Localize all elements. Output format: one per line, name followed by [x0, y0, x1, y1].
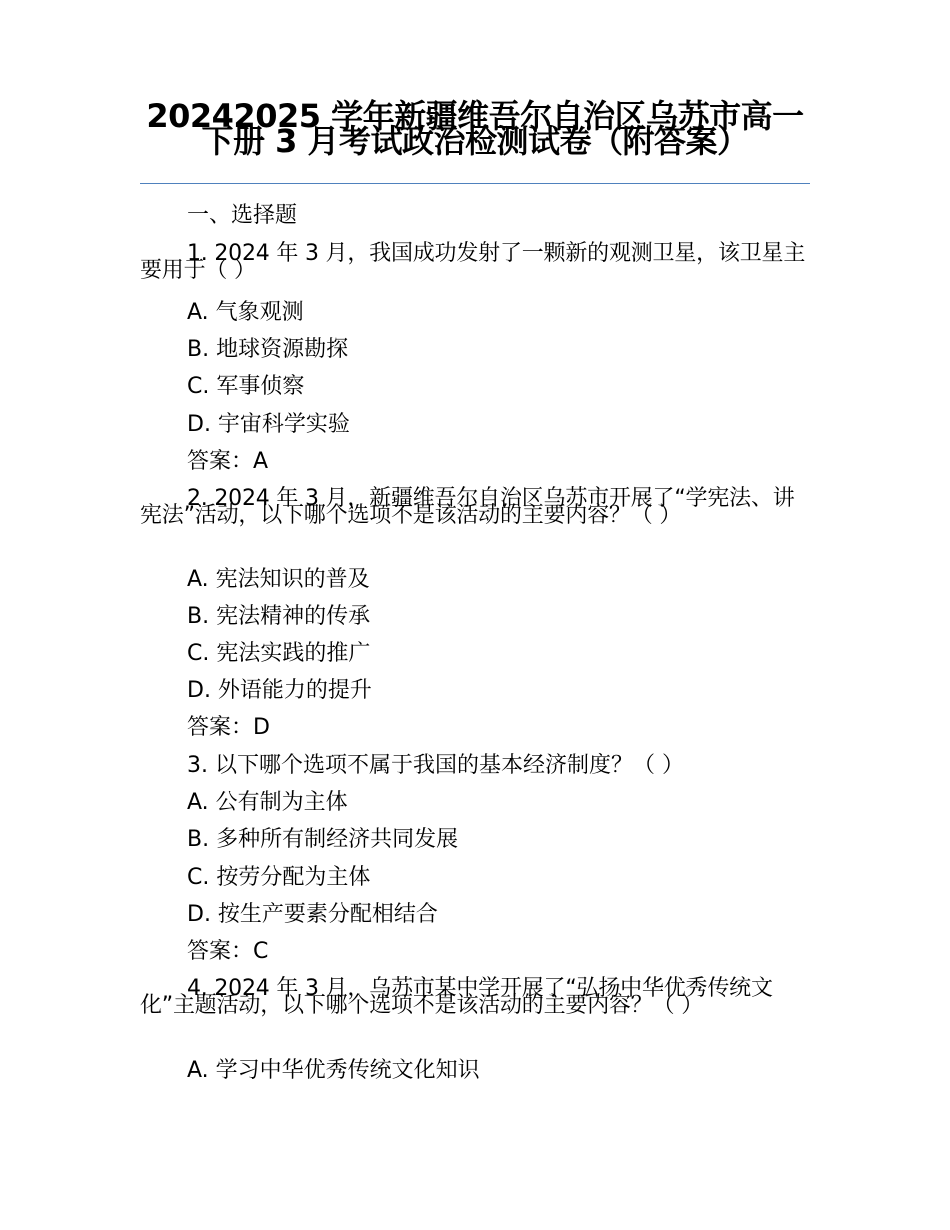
question-2-option-c: C. 宪法实践的推广: [187, 641, 371, 666]
question-4-option-a: A. 学习中华优秀传统文化知识: [187, 1058, 480, 1083]
question-1-option-b: B. 地球资源勘探: [187, 337, 349, 362]
question-3-option-d: D. 按生产要素分配相结合: [187, 902, 438, 927]
question-2-answer: 答案：D: [187, 715, 270, 740]
question-1-option-d: D. 宇宙科学实验: [187, 412, 350, 437]
question-1-option-a: A. 气象观测: [187, 300, 304, 325]
question-2-option-b: B. 宪法精神的传承: [187, 604, 371, 629]
question-2-option-d: D. 外语能力的提升: [187, 678, 372, 703]
title-underline: [140, 183, 810, 184]
question-3-option-a: A. 公有制为主体: [187, 790, 348, 815]
section-heading: 一、选择题: [187, 203, 298, 228]
question-1-stem: 1. 2024 年 3 月，我国成功发射了一颗新的观测卫星，该卫星主要用于（ ）: [140, 241, 806, 283]
question-3-stem: 3. 以下哪个选项不属于我国的基本经济制度？（ ）: [187, 753, 684, 778]
question-3-option-c: C. 按劳分配为主体: [187, 865, 371, 890]
document-title: 20242025 学年新疆维吾尔自治区乌苏市高一下册 3 月考试政治检测试卷（附答案）: [146, 97, 804, 160]
question-1-answer: 答案：A: [187, 449, 269, 474]
question-3-answer: 答案：C: [187, 939, 269, 964]
question-4-stem: 4. 2024 年 3 月，乌苏市某中学开展了“弘扬中华优秀传统文化”主题活动，以下哪个选项不是该活动的主要内容？（ ）: [140, 976, 773, 1018]
question-2-stem: 2. 2024 年 3 月，新疆维吾尔自治区乌苏市开展了“学宪法、讲宪法”活动，以下哪个选项不是该活动的主要内容？（ ）: [140, 486, 795, 528]
question-2-option-a: A. 宪法知识的普及: [187, 567, 370, 592]
question-3-option-b: B. 多种所有制经济共同发展: [187, 827, 459, 852]
question-1-option-c: C. 军事侦察: [187, 374, 305, 399]
